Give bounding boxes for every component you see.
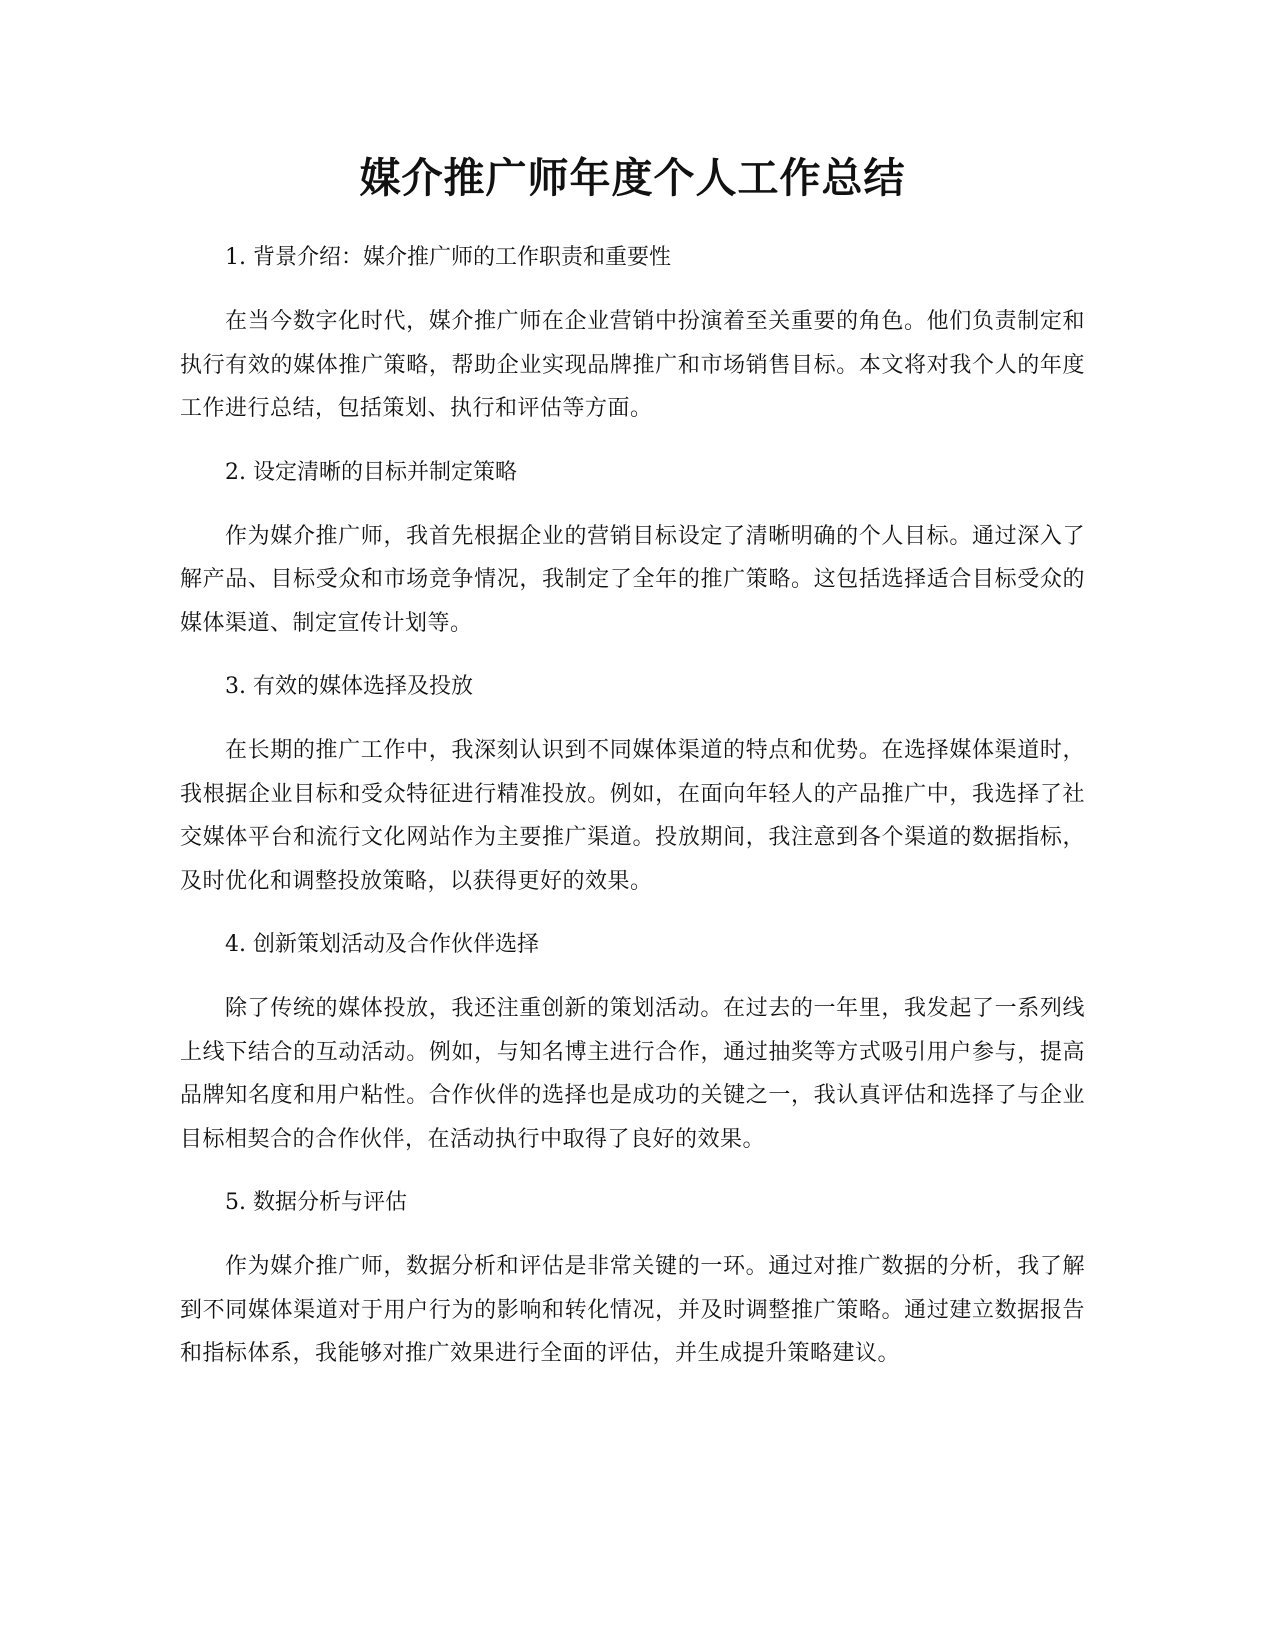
section-paragraph-5: 作为媒介推广师，数据分析和评估是非常关键的一环。通过对推广数据的分析，我了解到不同媒体渠道对于用户行为的影响和转化情况，并及时调整推广策略。通过建立数据报告和指标体系，我能够对推广效果进行全面的评估，并生成提升策略建议。 — [180, 1254, 1085, 1366]
document-body — [180, 238, 1085, 1398]
section-heading-1: 1. 背景介绍：媒介推广师的工作职责和重要性 — [225, 245, 671, 270]
document-title: 媒介推广师年度个人工作总结 — [359, 154, 906, 202]
section-paragraph-4: 除了传统的媒体投放，我还注重创新的策划活动。在过去的一年里，我发起了一系列线上线下结合的互动活动。例如，与知名博主进行合作，通过抽奖等方式吸引用户参与，提高品牌知名度和用户粘性。合作伙伴的选择也是成功的关键之一，我认真评估和选择了与企业目标相契合的合作伙伴，在活动执行中取得了良好的效果。 — [180, 996, 1085, 1152]
section-heading-5: 5. 数据分析与评估 — [225, 1190, 407, 1215]
section-paragraph-2: 作为媒介推广师，我首先根据企业的营销目标设定了清晰明确的个人目标。通过深入了解产品、目标受众和市场竞争情况，我制定了全年的推广策略。这包括选择适合目标受众的媒体渠道、制定宣传计划等。 — [180, 523, 1085, 636]
section-heading-4: 4. 创新策划活动及合作伙伴选择 — [225, 932, 539, 957]
section-paragraph-1: 在当今数字化时代，媒介推广师在企业营销中扮演着至关重要的角色。他们负责制定和执行有效的媒体推广策略，帮助企业实现品牌推广和市场销售目标。本文将对我个人的年度工作进行总结，包括策划、执行和评估等方面。 — [180, 309, 1085, 421]
section-heading-3: 3. 有效的媒体选择及投放 — [225, 674, 473, 699]
section-paragraph-3: 在长期的推广工作中，我深刻认识到不同媒体渠道的特点和优势。在选择媒体渠道时，我根据企业目标和受众特征进行精准投放。例如，在面向年轻人的产品推广中，我选择了社交媒体平台和流行文化网站作为主要推广渠道。投放期间，我注意到各个渠道的数据指标，及时优化和调整投放策略，以获得更好的效果。 — [180, 738, 1085, 894]
section-heading-2: 2. 设定清晰的目标并制定策略 — [225, 459, 517, 485]
